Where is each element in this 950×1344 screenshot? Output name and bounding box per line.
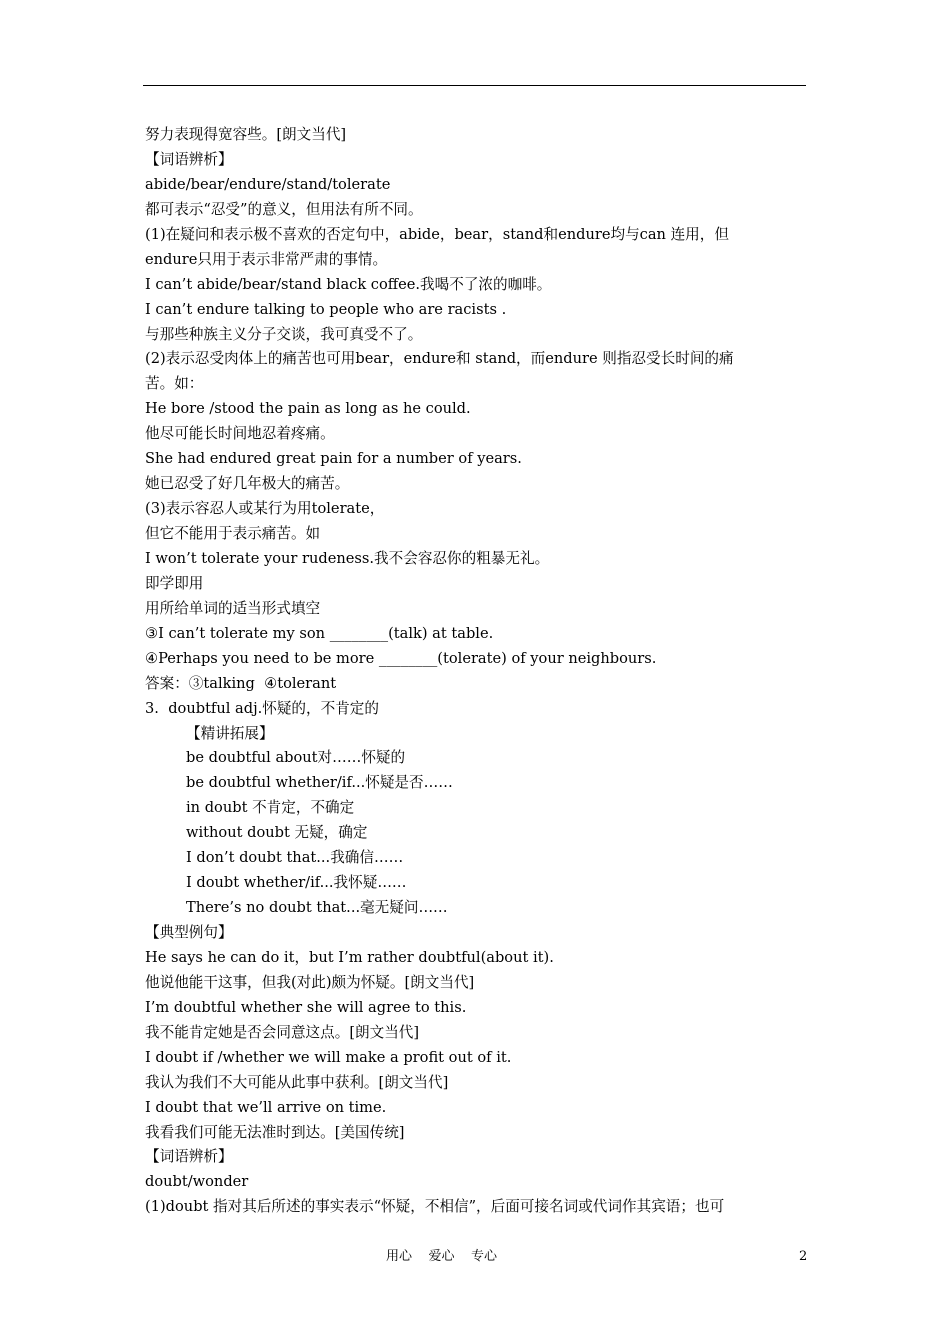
translation: 她已忍受了好几年极大的痛苦。 [145,475,350,493]
example-sentence: I doubt that we’ll arrive on time. [145,1098,387,1116]
example-sentence: I won’t tolerate your rudeness.我不会容忍你的粗暴无礼。 [145,549,550,567]
text-line: abide/bear/endure/stand/tolerate [145,175,391,193]
exercise-instruction: 用所给单词的适当形式填空 [145,599,321,617]
page-number: 2 [799,1249,808,1264]
answer-line: 答案：③talking ④tolerant [145,674,337,692]
exercise-item: ④Perhaps you need to be more ________(tolerate) of your neighbours. [145,649,657,667]
text-line: (1)在疑问和表示极不喜欢的否定句中，abide，bear，stand和endure均与can 连用，但 [145,225,729,243]
entry-heading: 3. doubtful adj.怀疑的，不肯定的 [145,699,379,717]
phrase-item: I doubt whether/if...我怀疑…… [186,874,407,892]
phrase-item: I don’t doubt that...我确信…… [186,849,404,867]
text-line: (1)doubt 指对其后所述的事实表示“怀疑，不相信”，后面可接名词或代词作其宾语；也可 [145,1198,725,1216]
translation: 与那些种族主义分子交谈，我可真受不了。 [145,325,423,343]
translation: 他说他能干这事，但我(对此)颇为怀疑。[朗文当代] [145,973,475,991]
example-sentence: I can’t abide/bear/stand black coffee.我喝不了浓的咖啡。 [145,275,552,293]
text-line: 但它不能用于表示痛苦。如 [145,525,321,542]
header-rule [143,85,806,86]
text-line: 苦。如： [145,375,204,393]
example-sentence: I’m doubtful whether she will agree to this. [145,998,467,1016]
text-line: doubt/wonder [145,1173,249,1191]
section-heading: 【词语辨析】 [145,1148,233,1166]
translation: 我不能肯定她是否会同意这点。[朗文当代] [145,1023,420,1041]
text-line: 都可表示“忍受”的意义，但用法有所不同。 [145,200,423,218]
phrase-item: be doubtful whether/if...怀疑是否…… [186,774,453,792]
phrase-item: There’s no doubt that...毫无疑问…… [186,899,448,917]
text-line: endure只用于表示非常严肃的事情。 [145,250,388,268]
text-line: (2)表示忍受肉体上的痛苦也可用bear，endure和 stand，而endure 则指忍受长时间的痛 [145,350,734,368]
section-heading: 【精讲拓展】 [186,724,274,742]
document-body [145,123,810,1220]
exercise-item: ③I can’t tolerate my son ________(talk) at table. [145,624,494,642]
phrase-item: be doubtful about对……怀疑的 [186,749,406,767]
section-heading: 【典型例句】 [145,924,233,941]
example-sentence: I can’t endure talking to people who are racists . [145,300,507,318]
phrase-item: in doubt 不肯定，不确定 [186,799,355,817]
translation: 他尽可能长时间地忍着疼痛。 [145,425,335,443]
footer-motto: 用心 爱心 专心 [386,1249,498,1264]
example-sentence: I doubt if /whether we will make a profit out of it. [145,1048,512,1066]
section-heading: 即学即用 [145,574,204,592]
example-sentence: He says he can do it，but I’m rather doubtful(about it). [145,948,554,966]
translation: 我看我们可能无法准时到达。[美国传统] [145,1123,405,1141]
section-heading: 【词语辨析】 [145,150,233,168]
translation: 我认为我们不大可能从此事中获利。[朗文当代] [145,1073,449,1091]
example-sentence: She had endured great pain for a number of years. [145,450,522,468]
text-line: 努力表现得宽容些。[朗文当代] [145,126,347,143]
phrase-item: without doubt 无疑，确定 [186,824,368,842]
example-sentence: He bore /stood the pain as long as he could. [145,400,471,418]
text-line: (3)表示容忍人或某行为用tolerate， [145,500,385,518]
